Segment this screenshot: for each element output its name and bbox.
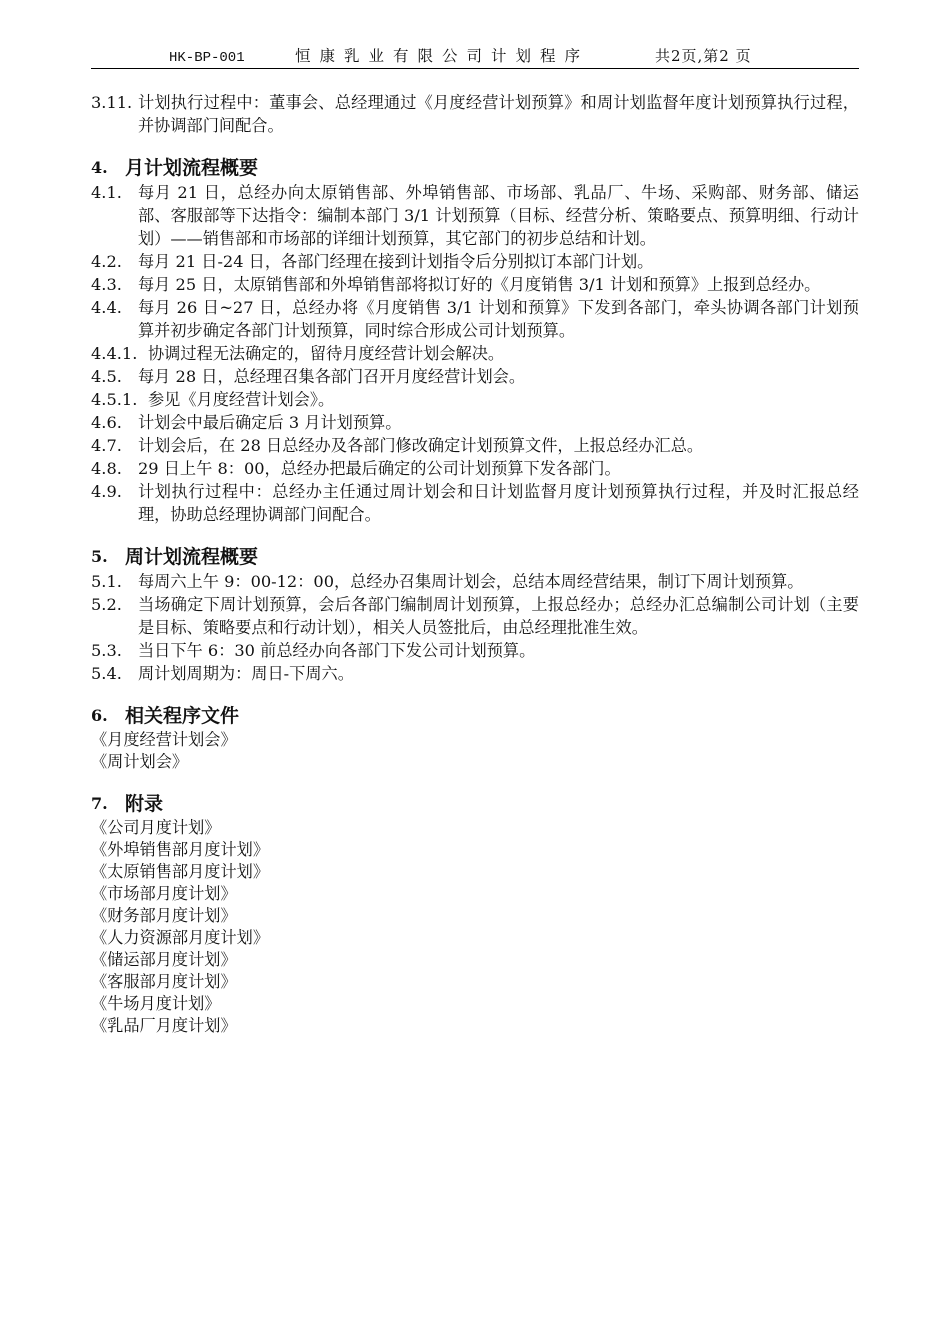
related-documents-list: [91, 729, 859, 773]
item-number: 5.3.: [91, 641, 122, 660]
item-text: 协调过程无法确定的，留待月度经营计划会解决。: [148, 344, 505, 363]
document-reference: 《乳品厂月度计划》: [91, 1016, 237, 1035]
document-body: [91, 91, 859, 1037]
item-number: 4.4.: [91, 298, 122, 317]
item-number: 3.11.: [91, 93, 133, 112]
item-number: 4.8.: [91, 459, 122, 478]
page-header: [91, 42, 859, 69]
list-item: [91, 388, 859, 411]
item-text: 计划执行过程中：总经办主任通过周计划会和日计划监督月度计划预算执行过程，并及时汇报总经理，协助总经理协调部门间配合。: [138, 482, 859, 524]
item-text: 29 日上午 8：00，总经办把最后确定的公司计划预算下发各部门。: [138, 459, 621, 478]
section-list: [91, 570, 859, 685]
item-number: 4.5.1.: [91, 390, 138, 409]
section-number: 7.: [91, 794, 108, 813]
item-number: 4.4.1.: [91, 344, 138, 363]
section-title: 附录: [125, 793, 164, 815]
section-number: 5.: [91, 547, 108, 566]
item-number: 5.2.: [91, 595, 122, 614]
list-item: [91, 639, 859, 662]
item-number: 4.9.: [91, 482, 122, 501]
list-item: [91, 181, 859, 250]
section-title: 月计划流程概要: [125, 157, 259, 179]
document-page: [91, 42, 859, 1037]
section-number: 4.: [91, 158, 108, 177]
document-reference: 《牛场月度计划》: [91, 994, 221, 1013]
list-item: [91, 365, 859, 388]
list-item: [91, 457, 859, 480]
document-reference: 《太原销售部月度计划》: [91, 862, 270, 881]
section-heading: [91, 791, 859, 817]
item-text: 当日下午 6：30 前总经办向各部门下发公司计划预算。: [138, 641, 536, 660]
section-list: [91, 181, 859, 526]
item-text: 计划会后，在 28 日总经办及各部门修改确定计划预算文件，上报总经办汇总。: [138, 436, 704, 455]
page-count: 共2页,第2 页: [655, 47, 752, 65]
document-reference: 《市场部月度计划》: [91, 884, 237, 903]
list-item: [91, 342, 859, 365]
document-reference: 《月度经营计划会》: [91, 730, 237, 749]
list-item: [91, 411, 859, 434]
section-heading: [91, 544, 859, 570]
item-number: 5.4.: [91, 664, 122, 683]
document-reference: 《储运部月度计划》: [91, 950, 237, 969]
item-text: 周计划周期为：周日-下周六。: [138, 664, 354, 683]
list-item: [91, 570, 859, 593]
list-item: [91, 480, 859, 526]
document-reference: 《外埠销售部月度计划》: [91, 840, 270, 859]
item-text: 每月 28 日，总经理召集各部门召开月度经营计划会。: [138, 367, 526, 386]
item-text: 计划执行过程中：董事会、总经理通过《月度经营计划预算》和周计划监督年度计划预算执行过程，并协调部门间配合。: [138, 93, 859, 135]
item-number: 4.7.: [91, 436, 122, 455]
list-item: [91, 662, 859, 685]
item-text: 计划会中最后确定后 3 月计划预算。: [138, 413, 402, 432]
item-text: 每月 21 日-24 日，各部门经理在接到计划指令后分别拟订本部门计划。: [138, 252, 654, 271]
appendix-list: [91, 817, 859, 1037]
section-number: 6.: [91, 706, 108, 725]
list-item: [91, 593, 859, 639]
list-item: [91, 250, 859, 273]
item-text: 每周六上午 9：00-12：00，总经办召集周计划会，总结本周经营结果，制订下周计划预算。: [138, 572, 804, 591]
list-item: [91, 296, 859, 342]
document-reference: 《公司月度计划》: [91, 818, 221, 837]
document-reference: 《周计划会》: [91, 752, 189, 771]
document-title: 恒康乳业有限公司计划程序: [295, 47, 590, 65]
list-item: [91, 273, 859, 296]
item-text: 每月 25 日，太原销售部和外埠销售部将拟订好的《月度销售 3/1 计划和预算》上报到总经办。: [138, 275, 821, 294]
item-text: 每月 26 日~27 日，总经办将《月度销售 3/1 计划和预算》下发到各部门，牵头协调各部门计划预算并初步确定各部门计划预算，同时综合形成公司计划预算。: [138, 298, 859, 340]
document-code: HK-BP-001: [169, 50, 245, 66]
section-heading: [91, 703, 859, 729]
document-reference: 《人力资源部月度计划》: [91, 928, 270, 947]
section-title: 相关程序文件: [125, 705, 240, 727]
item-number: 4.1.: [91, 183, 122, 202]
item-number: 4.2.: [91, 252, 122, 271]
list-item: [91, 434, 859, 457]
item-number: 4.5.: [91, 367, 122, 386]
list-item: [91, 91, 859, 137]
section-title: 周计划流程概要: [125, 546, 259, 568]
item-number: 4.6.: [91, 413, 122, 432]
document-reference: 《财务部月度计划》: [91, 906, 237, 925]
document-reference: 《客服部月度计划》: [91, 972, 237, 991]
item-text: 当场确定下周计划预算，会后各部门编制周计划预算，上报总经办；总经办汇总编制公司计划（主要是目标、策略要点和行动计划），相关人员签批后，由总经理批准生效。: [138, 595, 859, 637]
item-number: 5.1.: [91, 572, 122, 591]
section-heading: [91, 155, 859, 181]
item-text: 参见《月度经营计划会》。: [148, 390, 335, 409]
item-text: 每月 21 日，总经办向太原销售部、外埠销售部、市场部、乳品厂、牛场、采购部、财务部、储运部、客服部等下达指令：编制本部门 3/1 计划预算（目标、经营分析、策略要点、预算明细、行动计划）——销售部和市场部的详细计划预算，其它部门的初步总结和计划。: [138, 183, 859, 248]
item-number: 4.3.: [91, 275, 122, 294]
